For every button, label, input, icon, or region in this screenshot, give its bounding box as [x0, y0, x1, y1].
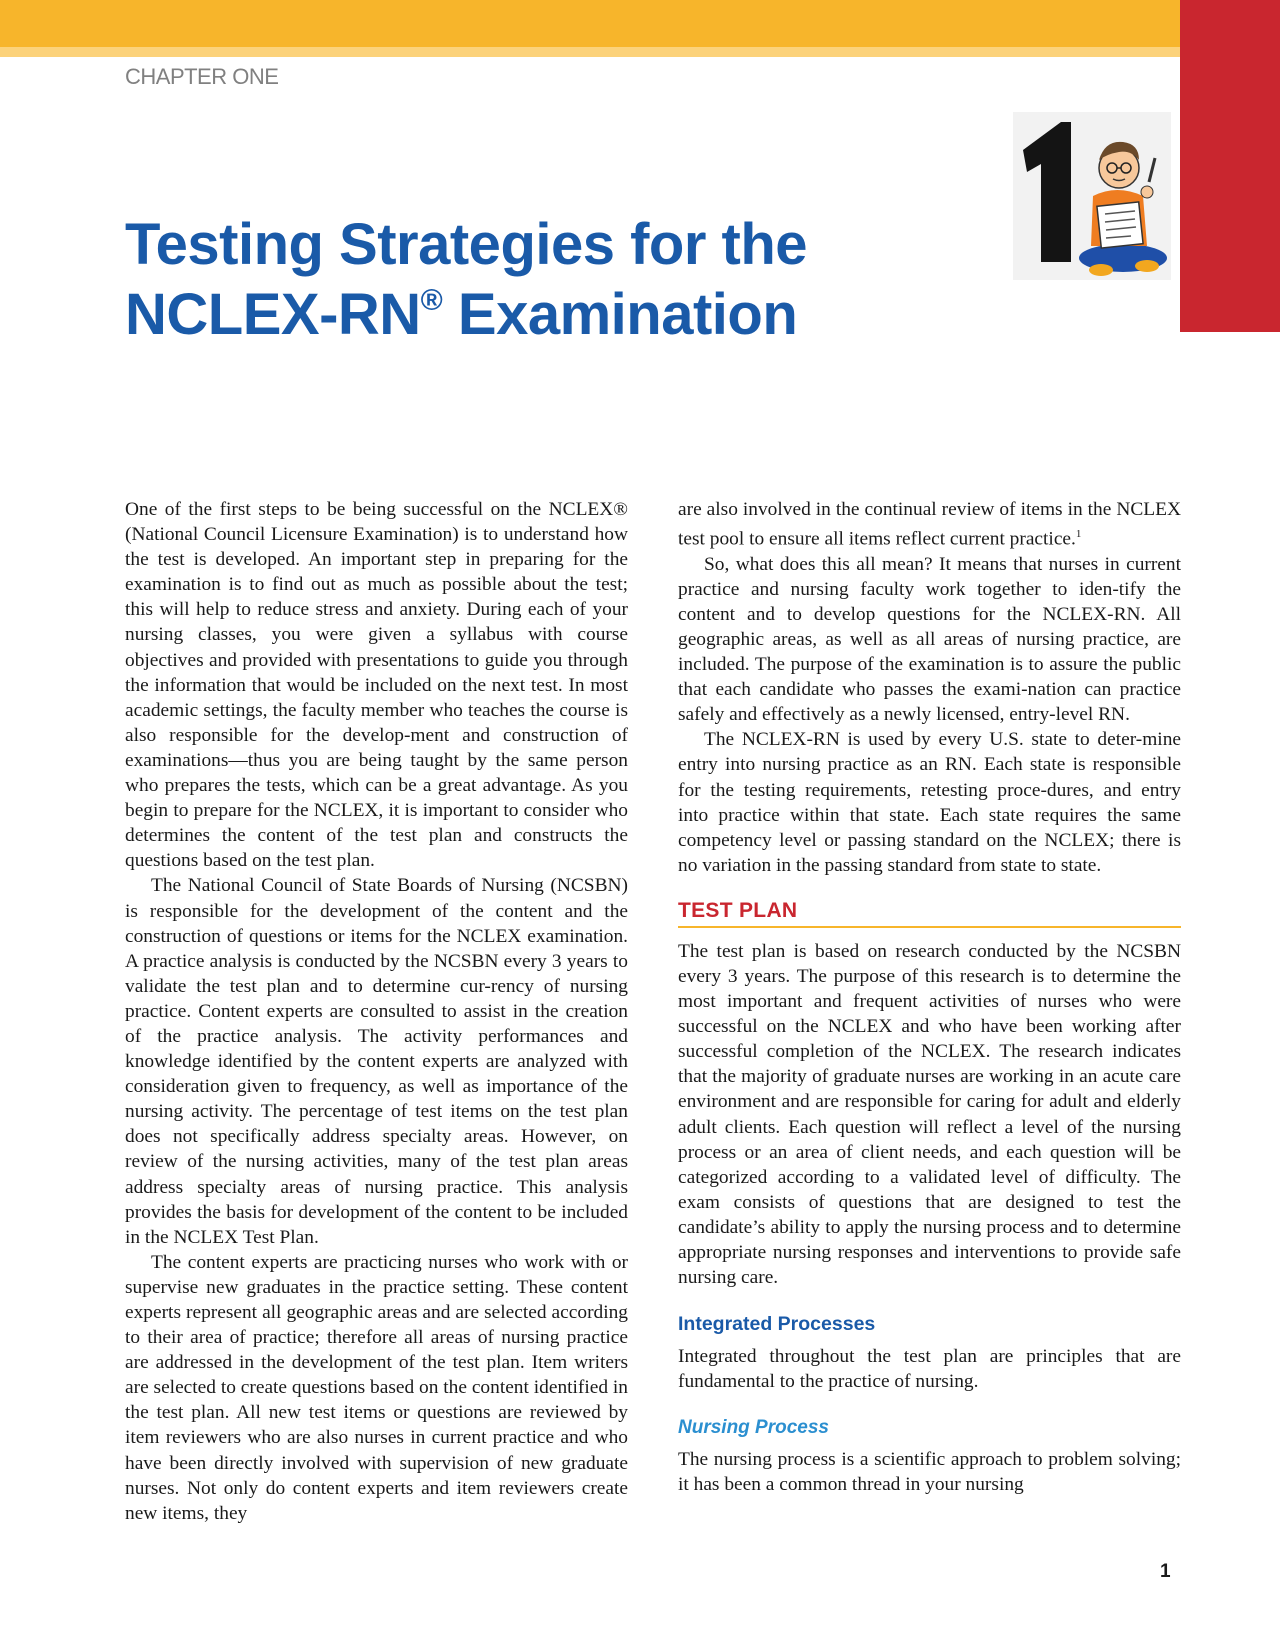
title-line-2b: Examination — [442, 282, 798, 347]
chapter-title — [125, 210, 807, 350]
subheading-nursing-process: Nursing Process — [678, 1417, 829, 1439]
chapter-side-tab — [1180, 0, 1280, 332]
registered-mark: ® — [420, 284, 443, 317]
paragraph: The nursing process is a scientific approach to problem solving; it has been a common thread in your nursing — [678, 1449, 1181, 1496]
chapter-one-student-reading-icon — [1013, 112, 1171, 280]
header-band-stripe — [0, 47, 1183, 57]
paragraph: The NCLEX-RN is used by every U.S. state to deter-mine entry into nursing practice as an RN. Each state is responsible for the testing requirements, retesting proce-dures, and entry into practice within that state. Each state requires the same competency level or passing standard on the NCLEX; there is no variation in the passing standard from state to state. — [678, 729, 1181, 876]
paragraph: The National Council of State Boards of Nursing (NCSBN) is responsible for the development of the content and the construction of questions or items for the NCLEX examination. A practice analysis is conducted by the NCSBN every 3 years to validate the test plan and to determine cur-rency of nursing practice. Content experts are consulted to assist in the creation of the practice analysis. The activity performances and knowledge identified by the content experts are analyzed with consideration given to frequency, as well as importance of the nursing activity. The percentage of test items on the test plan does not specifically address specialty areas. However, on review of the nursing activities, many of the test plan areas address specialty areas of nursing practice. This analysis provides the basis for development of the content to be included in the NCLEX Test Plan. — [125, 875, 628, 1248]
right-column — [678, 497, 1181, 1498]
subheading-integrated-processes: Integrated Processes — [678, 1313, 876, 1336]
title-line-1: Testing Strategies for the — [125, 212, 808, 277]
title-line-2a: NCLEX-RN — [125, 282, 421, 347]
paragraph-continued — [678, 497, 1181, 552]
paragraph: One of the first steps to be being successful on the NCLEX® (National Council Licensure Examination) is to understand how the test is developed. An important step in preparing for the examination is to find out as much as possible about the test; this will help to reduce stress and anxiety. During each of your nursing classes, you were given a syllabus with course objectives and provided with presentations to guide you through the information that would be included on the next test. In most academic settings, the faculty member who teaches the course is also responsible for the develop-ment and construction of examinations—thus you are being taught by the same person who prepares the tests, which can be a great advantage. As you begin to prepare for the NCLEX, it is important to consider who determines the content of the test plan and constructs the questions based on the test plan. — [125, 499, 628, 872]
section-heading-test-plan: TEST PLAN — [678, 898, 1181, 928]
header-band — [0, 0, 1183, 47]
page-number: 1 — [1160, 1561, 1171, 1582]
paragraph: So, what does this all mean? It means that nurses in current practice and nursing faculty work together to iden-tify the content and to develop questions for the NCLEX-RN. All geographic areas, as well as all areas of nursing practice, are included. The purpose of the examination is to assure the public that each candidate who passes the exami-nation can practice safely and effectively as a newly licensed, entry-level RN. — [678, 553, 1181, 726]
paragraph: The content experts are practicing nurses who work with or supervise new graduates in the practice setting. These content experts represent all geographic areas and are selected according to their area of practice; therefore all areas of nursing practice are addressed in the development of the test plan. Item writers are selected to create questions based on the content identified in the test plan. All new test items or questions are reviewed by item reviewers who are also nurses in current practice and who have been directly involved with supervision of new graduate nurses. Not only do content experts and item reviewers create new items, they — [125, 1251, 628, 1524]
footnote-marker: 1 — [1075, 528, 1082, 541]
chapter-label: CHAPTER ONE — [125, 64, 279, 89]
left-column — [125, 497, 628, 1526]
paragraph-text: are also involved in the continual review of items in the NCLEX test pool to ensure all items reflect current practice. — [678, 499, 1181, 550]
paragraph: Integrated throughout the test plan are principles that are fundamental to the practice of nursing. — [678, 1346, 1181, 1393]
paragraph: The test plan is based on research conducted by the NCSBN every 3 years. The purpose of this research is to determine the most important and frequent activities of nurses who were successful on the NCLEX and who have been working after successful completion of the NCLEX. The research indicates that the majority of graduate nurses are working in an acute care environment and are responsible for caring for adult and elderly adult clients. Each question will reflect a level of the nursing process or an area of client needs, and each question will be categorized according to a validated level of difficulty. The exam consists of questions that are designed to test the candidate’s ability to apply the nursing process and to determine appropriate nursing responses and interventions to provide safe nursing care. — [678, 940, 1181, 1289]
